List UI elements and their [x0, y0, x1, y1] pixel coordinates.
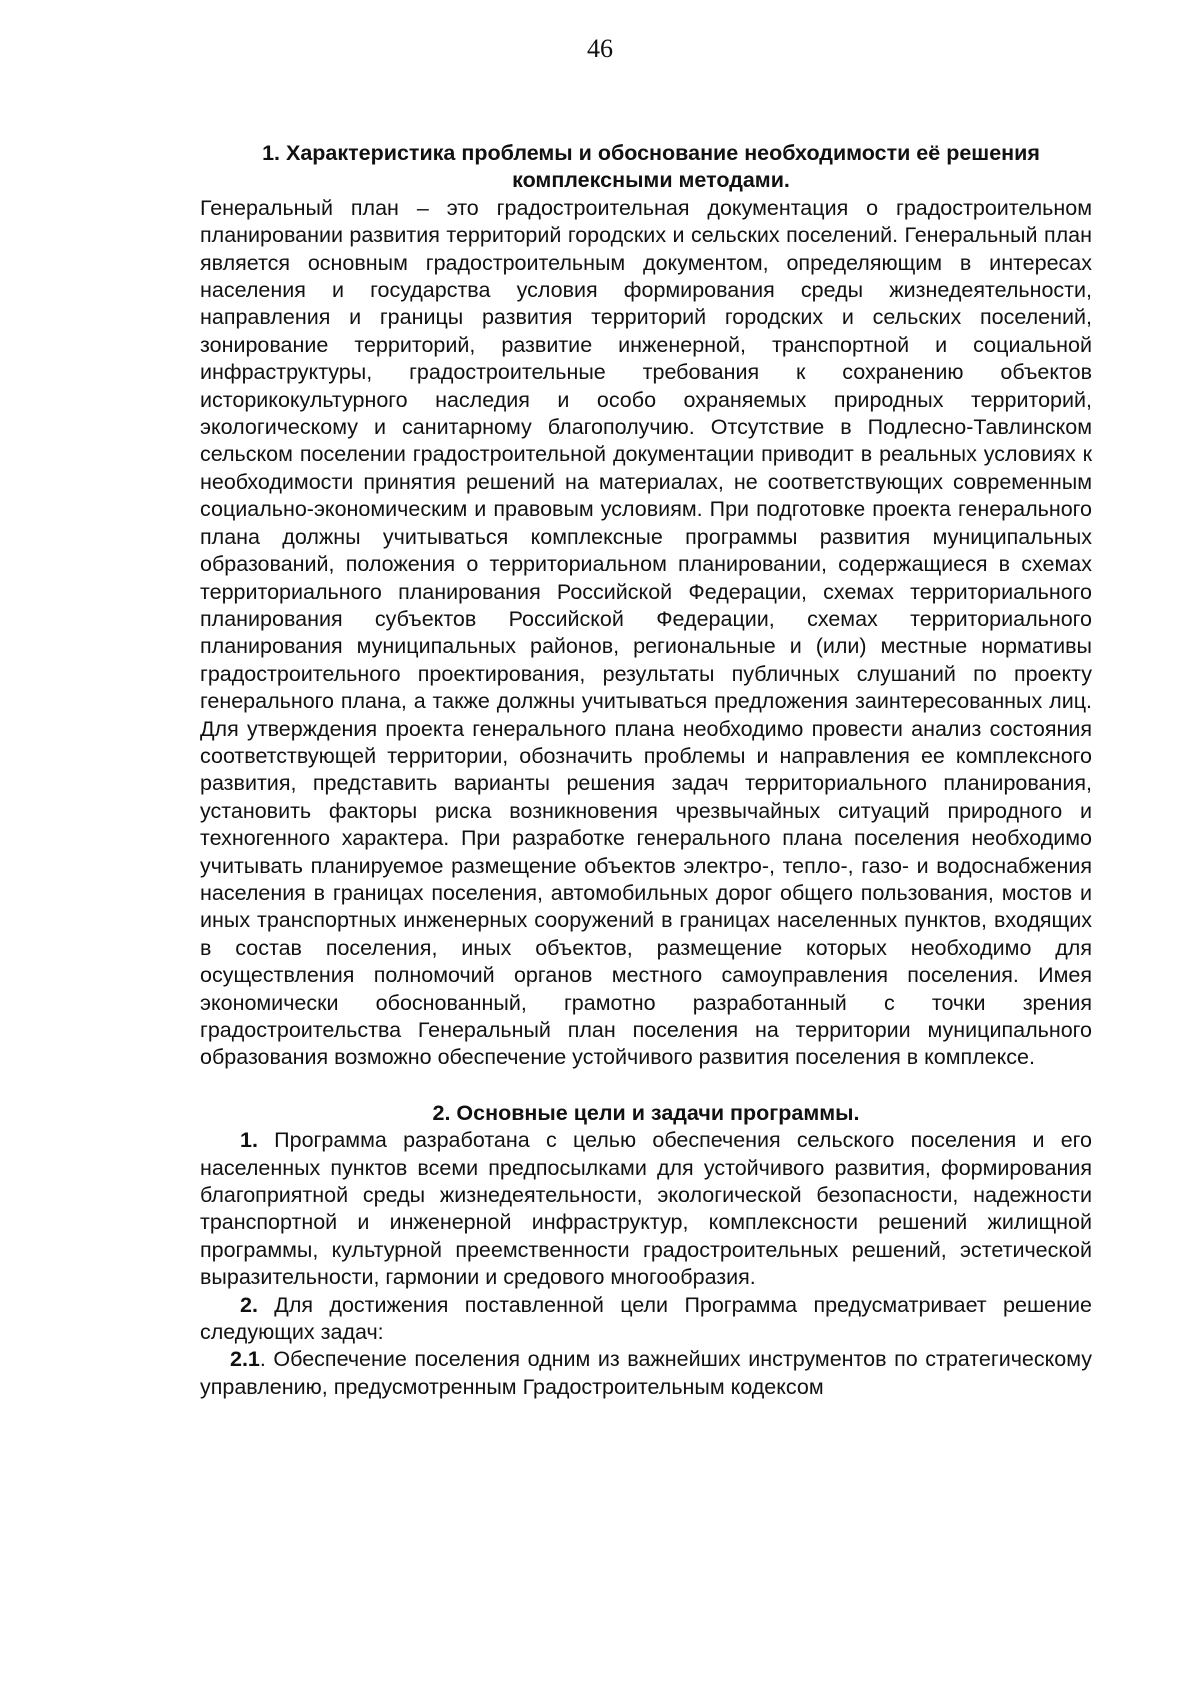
section-2-heading: 2. Основные цели и задачи программы. — [432, 1100, 860, 1125]
item-1-text: Программа разработана с целью обеспечения сельского поселения и его населенных пунктов всеми предпосылками для устойчивого развития, формирования благоприятной среды жизнедеятельности, экологической безопасности, надежности транспортной и инженерной инфраструктур, комплексности решений жилищной программы, культурной преемственности градостроительных решений, эстетической выразительности, гармонии и средового многообразия. — [200, 1128, 1092, 1290]
page-number: 46 — [587, 34, 613, 63]
item-2-1-number: 2.1 — [230, 1347, 260, 1372]
section-1-paragraph: Генеральный план – это градостроительная документация о градостроительном планировании развития территорий городских и сельских поселений. Генеральный план является основным градостроительным документом, определяющим в интересах населения и государства условия формирования среды жизнедеятельности, направления и границы развития территорий городских и сельских поселений, зонирование территорий, развитие инженерной, транспортной и социальной инфраструктуры, градостроительные требования к сохранению объектов историкокультурного наследия и особо охраняемых природных территорий, экологическому и санитарному благополучию. Отсутствие в Подлесно-Тавлинском сельском поселении градостроительной документации приводит в реальных условиях к необходимости принятия решений на материалах, не соответствующих современным социально-экономическим и правовым условиям. При подготовке проекта генерального плана должны учитываться комплексные программы развития муниципальных образований, положения о территориальном планировании, содержащиеся в схемах территориального планирования Российской Федерации, схемах территориального планирования субъектов Российской Федерации, схемах территориального планирования муниципальных районов, региональные и (или) местные нормативы градостроительного проектирования, результаты публичных слушаний по проекту генерального плана, а также должны учитываться предложения заинтересованных лиц. Для утверждения проекта генерального плана необходимо провести анализ состояния соответствующей территории, обозначить проблемы и направления ее комплексного развития, представить варианты решения задач территориального планирования, установить факторы риска возникновения чрезвычайных ситуаций природного и техногенного характера. При разработке генерального плана поселения необходимо учитывать планируемое размещение объектов электро-, тепло-, газо- и водоснабжения населения в границах поселения, автомобильных дорог общего пользования, мостов и иных транспортных инженерных сооружений в границах населенных пунктов, входящих в состав поселения, иных объектов, размещение которых необходимо для осуществления полномочий органов местного самоуправления поселения. Имея экономически обоснованный, грамотно разработанный с точки зрения градостроительства Генеральный план поселения на территории муниципального образования возможно обеспечение устойчивого развития поселения в комплексе. — [200, 195, 1092, 1070]
section-2-item-2 — [200, 1292, 1092, 1347]
item-2-number: 2. — [240, 1292, 258, 1317]
section-2-item-2-1 — [200, 1346, 1092, 1401]
item-2-text: Для достижения поставленной цели Программа предусматривает решение следующих задач: — [200, 1292, 1092, 1345]
section-1-heading: 1. Характеристика проблемы и обоснование необходимости её решения комплексными методами. — [262, 141, 1040, 193]
document-body — [200, 140, 1092, 1401]
item-1-number: 1. — [240, 1128, 258, 1153]
section-2-item-1 — [200, 1127, 1092, 1291]
item-2-1-text: . Обеспечение поселения одним из важнейших инструментов по стратегическому управлению, предусмотренным Градостроительным кодексом — [200, 1347, 1092, 1399]
